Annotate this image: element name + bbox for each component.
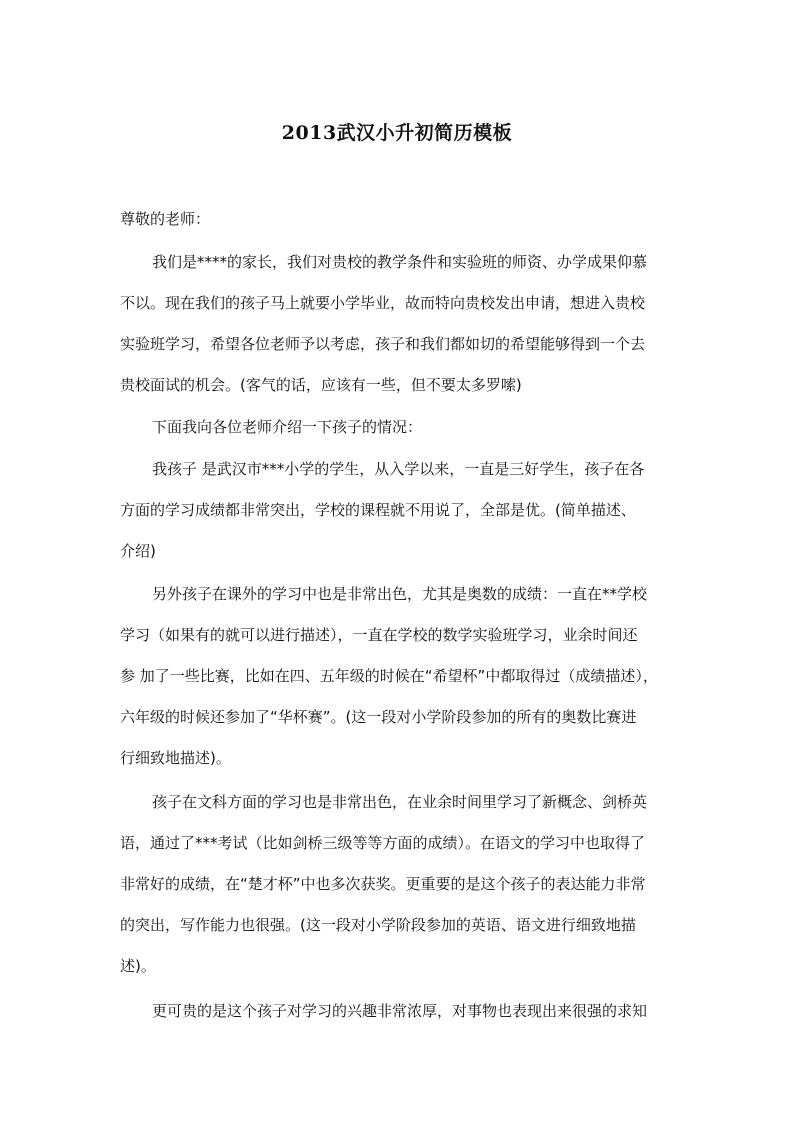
body-line: 的突出，写作能力也很强。(这一段对小学阶段参加的英语、语文进行细致地描 (120, 916, 636, 934)
body-line: 下面我向各位老师介绍一下孩子的情况： (152, 418, 423, 436)
body-line: 学习（如果有的就可以进行描述），一直在学校的数学实验班学习，业余时间还 (120, 626, 638, 644)
body-line: 孩子在文科方面的学习也是非常出色，在业余时间里学习了新概念、剑桥英 (152, 793, 648, 811)
salutation-line: 尊敬的老师： (120, 210, 211, 228)
body-line: 实验班学习，希望各位老师予以考虑，孩子和我们都如切的希望能够得到一个去 (120, 335, 646, 353)
body-line: 不以。现在我们的孩子马上就要小学毕业，故而特向贵校发出申请，想进入贵校 (120, 294, 646, 312)
body-line: 贵校面试的机会。(客气的话，应该有一些，但不要太多罗嗦) (120, 376, 522, 394)
body-line: 方面的学习成绩都非常突出，学校的课程就不用说了，全部是优。(简单描述、 (120, 501, 636, 519)
body-line: 介绍) (120, 542, 156, 560)
body-line: 我孩子 是武汉市***小学的学生，从入学以来，一直是三好学生，孩子在各 (152, 460, 645, 478)
body-line: 更可贵的是这个孩子对学习的兴趣非常浓厚，对事物也表现出来很强的求知 (152, 1002, 648, 1020)
document-title: 2013武汉小升初简历模板 (281, 122, 513, 144)
body-line: 非常好的成绩，在“楚才杯”中也多次获奖。更重要的是这个孩子的表达能力非常 (120, 875, 646, 893)
body-line: 参 加了一些比赛，比如在四、五年级的时候在“希望杯”中都取得过（成绩描述）， (120, 667, 658, 685)
body-line: 语，通过了***考试（比如剑桥三级等等方面的成绩）。在语文的学习中也取得了 (120, 834, 646, 852)
body-line: 另外孩子在课外的学习中也是非常出色，尤其是奥数的成绩：一直在**学校 (152, 585, 648, 603)
body-line: 我们是****的家长，我们对贵校的教学条件和实验班的师资、办学成果仰慕 (152, 253, 648, 271)
body-line: 六年级的时候还参加了“华杯赛”。(这一段对小学阶段参加的所有的奥数比赛进 (120, 708, 637, 726)
body-line: 行细致地描述)。 (120, 749, 231, 767)
body-line: 述)。 (120, 957, 156, 975)
